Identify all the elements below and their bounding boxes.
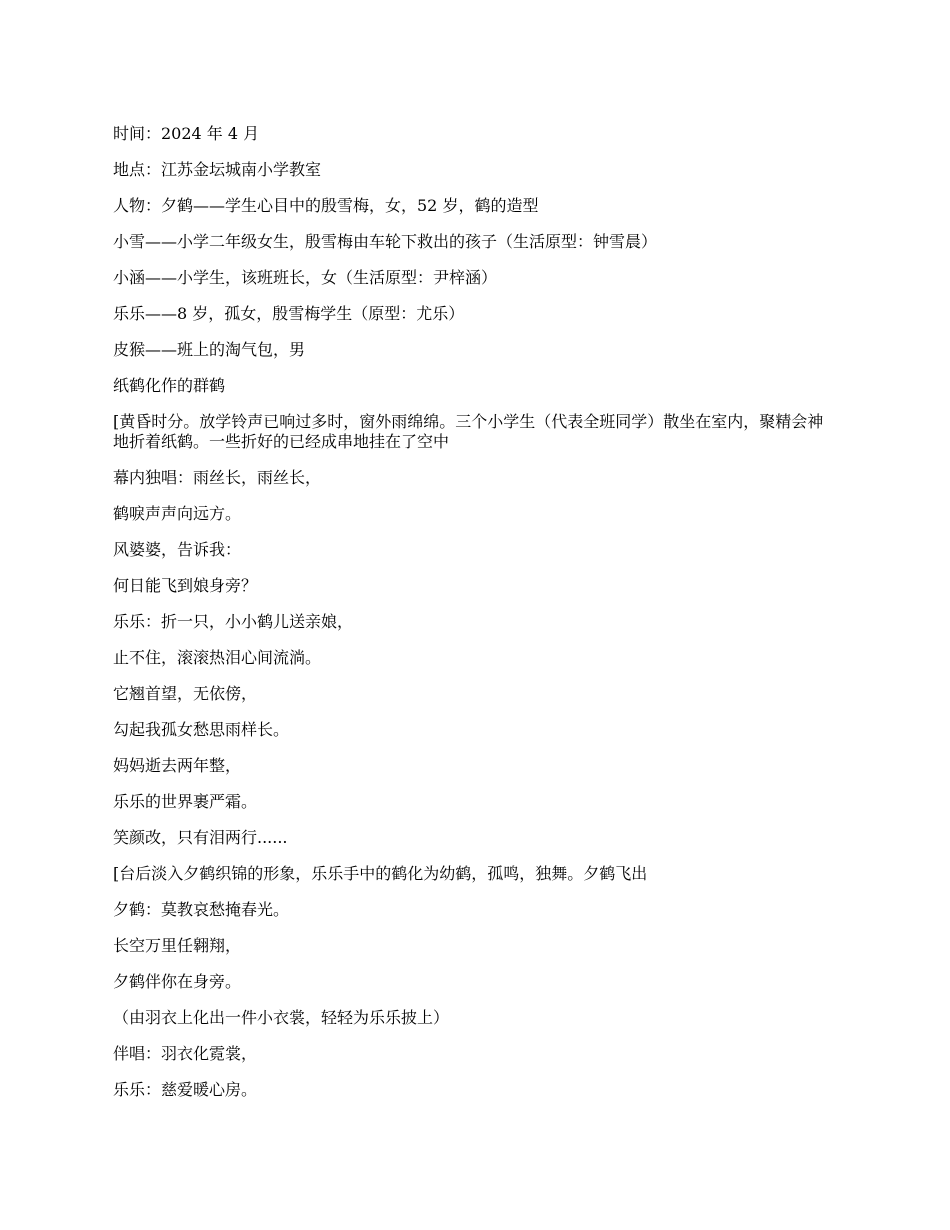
lyric-line: 夕鹤：莫教哀愁掩春光。 [113, 900, 290, 919]
lyric-line: 止不住，滚滚热泪心间流淌。 [113, 648, 322, 667]
stage-direction-clothing: （由羽衣上化出一件小衣裳，轻轻为乐乐披上） [113, 1008, 450, 1027]
text-line-character-pihou: 皮猴——班上的淘气包，男 [113, 340, 306, 359]
lyric-line: 风婆婆，告诉我： [113, 540, 242, 559]
stage-direction-crane: [台后淡入夕鹤织锦的形象，乐乐手中的鹤化为幼鹤，孤鸣，独舞。夕鹤飞出 [113, 864, 648, 883]
text-line-place: 地点：江苏金坛城南小学教室 [113, 160, 322, 179]
lyric-line: 伴唱：羽衣化霓裳， [113, 1044, 258, 1063]
stage-direction-opening: [黄昏时分。放学铃声已响过多时，窗外雨绵绵。三个小学生（代表全班同学）散坐在室内，聚精会神地折着纸鹤。一些折好的已经成串地挂在了空中 [113, 412, 824, 451]
lyric-line: 夕鹤伴你在身旁。 [113, 972, 242, 991]
lyric-line: 何日能飞到娘身旁？ [113, 576, 258, 595]
text-line-characters: 人物：夕鹤——学生心目中的殷雪梅，女，52 岁，鹤的造型 [113, 196, 539, 215]
lyric-line: 乐乐的世界裹严霜。 [113, 792, 258, 811]
text-line-character-lele: 乐乐——8 岁，孤女，殷雪梅学生（原型：尤乐） [113, 304, 465, 323]
lyric-line: 鹤唳声声向远方。 [113, 504, 242, 523]
lyric-line: 勾起我孤女愁思雨样长。 [113, 720, 290, 739]
text-line-time: 时间：2024 年 4 月 [113, 124, 260, 143]
lyric-line: 幕内独唱：雨丝长，雨丝长， [113, 468, 322, 487]
script-text-body [113, 124, 835, 1116]
lyric-line: 乐乐：慈爱暖心房。 [113, 1080, 258, 1099]
lyric-line: 乐乐：折一只，小小鹤儿送亲娘， [113, 612, 354, 631]
lyric-line: 妈妈逝去两年整， [113, 756, 242, 775]
text-line-character-cranes: 纸鹤化作的群鹤 [113, 376, 226, 395]
lyric-line: 笑颜改，只有泪两行...... [113, 828, 288, 847]
lyric-line: 长空万里任翱翔， [113, 936, 242, 955]
text-line-character-xiaoxue: 小雪——小学二年级女生，殷雪梅由车轮下救出的孩子（生活原型：钟雪晨） [113, 232, 658, 251]
text-line-character-xiaohan: 小涵——小学生，该班班长，女（生活原型：尹梓涵） [113, 268, 498, 287]
lyric-line: 它翘首望，无依傍， [113, 684, 258, 703]
